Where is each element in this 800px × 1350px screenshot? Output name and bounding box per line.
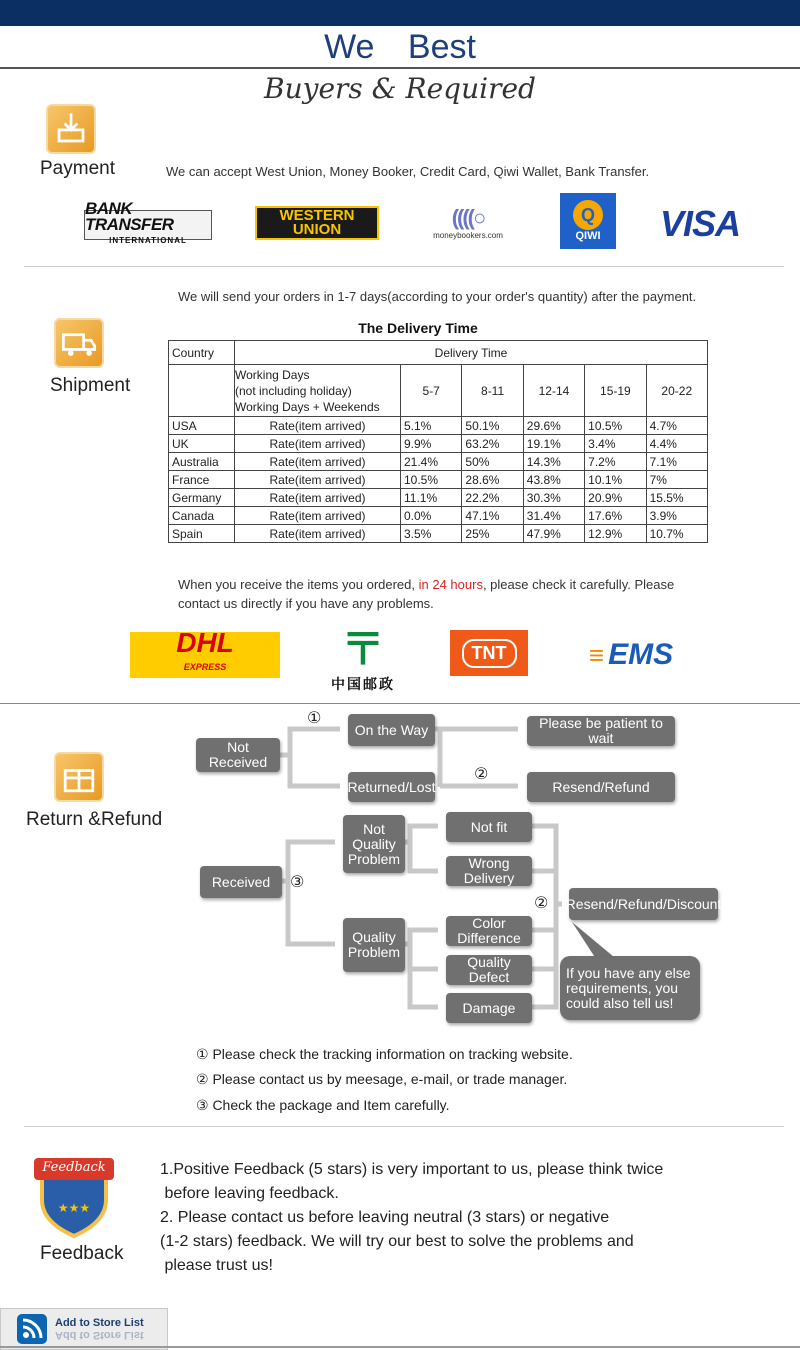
table-cell: 21.4%	[401, 453, 462, 471]
bank-transfer-logo	[84, 199, 212, 245]
table-cell: 5.1%	[401, 417, 462, 435]
bank-transfer-logo-text: BANK TRANSFER	[85, 199, 174, 234]
table-subheader-row	[169, 365, 708, 417]
table-cell: 11.1%	[401, 489, 462, 507]
ems-logo	[576, 636, 686, 674]
table-cell: 43.8%	[523, 471, 584, 489]
feedback-line: 2. Please contact us before leaving neutral (3 stars) or negative	[160, 1209, 610, 1226]
inspection-notice	[178, 577, 674, 592]
add-to-store-list-label	[55, 1317, 144, 1341]
table-row	[169, 471, 708, 489]
table-row	[169, 417, 708, 435]
inspection-notice-part2: , please check it carefully. Please	[482, 577, 675, 592]
shipment-label: Shipment	[50, 375, 131, 396]
qiwi-logo-text: QIWI	[575, 230, 601, 242]
truck-icon	[54, 318, 104, 368]
table-cell: Rate(item arrived)	[235, 507, 401, 525]
extra-requirements-bubble: If you have any else requirements, you could also tell us!	[560, 956, 700, 1020]
marker-2: ②	[534, 895, 549, 912]
range-header: 12-14	[523, 365, 584, 417]
wrong-delivery-box: Wrong Delivery	[446, 856, 532, 886]
western-union-logo	[255, 206, 379, 240]
table-cell: Rate(item arrived)	[235, 435, 401, 453]
table-cell: 47.9%	[523, 525, 584, 543]
feedback-badge-text: Feedback	[42, 1160, 106, 1175]
payment-methods-text: We can accept West Union, Money Booker, Credit Card, Qiwi Wallet, Bank Transfer.	[166, 164, 650, 179]
table-cell: 10.5%	[401, 471, 462, 489]
table-cell: 22.2%	[462, 489, 523, 507]
table-cell: 12.9%	[585, 525, 646, 543]
inspection-notice-highlight: in 24 hours	[418, 577, 483, 592]
returned-lost-box: Returned/Lost	[348, 772, 435, 802]
bank-transfer-logo-subtext: INTERNATIONAL	[109, 236, 187, 245]
title-divider	[0, 67, 800, 69]
table-cell: Rate(item arrived)	[235, 525, 401, 543]
delivery-table-title: The Delivery Time	[358, 320, 478, 336]
table-cell: Australia	[169, 453, 235, 471]
marker-3: ③	[290, 874, 305, 891]
note-tracking: ① Please check the tracking information on tracking website.	[196, 1046, 573, 1062]
table-cell: 3.4%	[585, 435, 646, 453]
table-cell: 0.0%	[401, 507, 462, 525]
table-cell: 9.9%	[401, 435, 462, 453]
country-header: Country	[169, 341, 235, 365]
table-cell: USA	[169, 417, 235, 435]
table-cell: 7%	[646, 471, 707, 489]
table-cell: 4.4%	[646, 435, 707, 453]
inspection-notice-part1: When you receive the items you ordered,	[178, 577, 419, 592]
table-cell: Canada	[169, 507, 235, 525]
delivery-time-header: Delivery Time	[235, 341, 708, 365]
feedback-text	[160, 1158, 760, 1278]
ems-logo-text: EMS	[608, 638, 674, 671]
section-divider	[24, 1126, 784, 1127]
visa-logo: VISA	[659, 203, 741, 244]
range-header: 5-7	[401, 365, 462, 417]
not-fit-box: Not fit	[446, 812, 532, 842]
resend-refund-box: Resend/Refund	[527, 772, 675, 802]
table-cell: Germany	[169, 489, 235, 507]
qiwi-q-icon: Q	[573, 200, 603, 230]
range-header: 20-22	[646, 365, 707, 417]
table-body	[169, 417, 708, 543]
table-row	[169, 435, 708, 453]
table-row	[169, 525, 708, 543]
table-cell: 25%	[462, 525, 523, 543]
working-days-line1: Working Days	[235, 367, 310, 382]
working-days-header	[235, 365, 401, 417]
range-header: 15-19	[585, 365, 646, 417]
table-row	[169, 489, 708, 507]
table-cell: 14.3%	[523, 453, 584, 471]
table-cell: 47.1%	[462, 507, 523, 525]
table-header-row	[169, 341, 708, 365]
table-cell: 50%	[462, 453, 523, 471]
table-cell: 7.1%	[646, 453, 707, 471]
table-cell: 29.6%	[523, 417, 584, 435]
delivery-time-table	[168, 340, 708, 543]
payment-label: Payment	[40, 158, 115, 179]
feedback-line: please trust us!	[160, 1257, 273, 1274]
table-cell: 20.9%	[585, 489, 646, 507]
table-cell: 17.6%	[585, 507, 646, 525]
table-cell: Rate(item arrived)	[235, 417, 401, 435]
color-difference-box: Color Difference	[446, 916, 532, 946]
store-button-text: Add to Store List	[55, 1317, 144, 1329]
table-cell: Spain	[169, 525, 235, 543]
rss-icon	[17, 1314, 47, 1344]
dhl-logo-subtext: EXPRESS	[183, 662, 227, 672]
working-days-line3: Working Days + Weekends	[235, 399, 380, 414]
not-quality-problem-box: Not Quality Problem	[343, 815, 405, 873]
table-cell: 31.4%	[523, 507, 584, 525]
tnt-logo	[450, 630, 528, 676]
working-days-line2: (not including holiday)	[235, 383, 352, 398]
page-subtitle: Buyers & Required	[264, 72, 536, 105]
table-cell: Rate(item arrived)	[235, 453, 401, 471]
quality-problem-box: Quality Problem	[343, 918, 405, 972]
dhl-logo	[130, 627, 280, 678]
table-row	[169, 507, 708, 525]
tnt-logo-text: TNT	[462, 639, 517, 668]
feedback-line: before leaving feedback.	[160, 1185, 339, 1202]
china-post-logo	[320, 620, 406, 700]
note-check-package: ③ Check the package and Item carefully.	[196, 1097, 450, 1113]
moneybookers-logo	[420, 198, 516, 246]
moneybookers-rings-icon: ((((○	[451, 204, 485, 230]
inspection-notice-line2: contact us directly if you have any problems.	[178, 596, 434, 611]
feedback-label: Feedback	[40, 1243, 124, 1264]
page-title: We Best	[324, 28, 476, 66]
table-cell: 15.5%	[646, 489, 707, 507]
feedback-line: (1-2 stars) feedback. We will try our best to solve the problems and	[160, 1233, 634, 1250]
top-banner-bar	[0, 0, 800, 26]
table-cell: 63.2%	[462, 435, 523, 453]
table-cell: 10.7%	[646, 525, 707, 543]
bottom-divider	[0, 1346, 800, 1348]
shipment-intro-text: We will send your orders in 1-7 days(according to your order's quantity) after the payment.	[178, 289, 697, 304]
damage-box: Damage	[446, 993, 532, 1023]
range-header: 8-11	[462, 365, 523, 417]
china-post-mark-icon: 〒	[341, 625, 385, 674]
table-cell: 4.7%	[646, 417, 707, 435]
return-refund-label: Return &Refund	[26, 809, 163, 830]
china-post-logo-text: 中国邮政	[331, 676, 395, 692]
table-cell: 7.2%	[585, 453, 646, 471]
table-cell: Rate(item arrived)	[235, 489, 401, 507]
payment-icon	[46, 104, 96, 154]
qiwi-logo	[560, 193, 616, 249]
western-union-logo-line2: UNION	[292, 221, 342, 238]
table-cell: France	[169, 471, 235, 489]
table-cell: 3.5%	[401, 525, 462, 543]
marker-1: ①	[307, 710, 322, 727]
table-cell: 3.9%	[646, 507, 707, 525]
table-cell: 50.1%	[462, 417, 523, 435]
quality-defect-box: Quality Defect	[446, 955, 532, 985]
note-contact: ② Please contact us by meesage, e-mail, or trade manager.	[196, 1071, 568, 1087]
section-divider	[24, 266, 784, 267]
feedback-line: 1.Positive Feedback (5 stars) is very important to us, please think twice	[160, 1161, 664, 1178]
on-the-way-box: On the Way	[348, 714, 435, 746]
table-cell: 19.1%	[523, 435, 584, 453]
moneybookers-logo-text: moneybookers.com	[433, 230, 503, 240]
western-union-logo-line1: WESTERN	[279, 207, 355, 224]
store-button-reflection: Add to Store List	[55, 1329, 144, 1341]
dhl-logo-text: DHL	[176, 627, 234, 658]
table-cell: 10.1%	[585, 471, 646, 489]
be-patient-box: Please be patient to wait	[527, 716, 675, 746]
resend-refund-discount-box: Resend/Refund/Discount	[569, 888, 718, 920]
table-cell: 28.6%	[462, 471, 523, 489]
table-cell: 10.5%	[585, 417, 646, 435]
ems-wings-icon: ≡	[588, 639, 605, 670]
add-to-store-list-button[interactable]	[0, 1308, 168, 1350]
svg-text:★★★: ★★★	[57, 1201, 91, 1215]
received-box: Received	[200, 866, 282, 898]
not-received-box: Not Received	[196, 738, 280, 772]
table-cell: 30.3%	[523, 489, 584, 507]
table-cell: Rate(item arrived)	[235, 471, 401, 489]
marker-2: ②	[474, 766, 489, 783]
table-cell: UK	[169, 435, 235, 453]
table-row	[169, 453, 708, 471]
